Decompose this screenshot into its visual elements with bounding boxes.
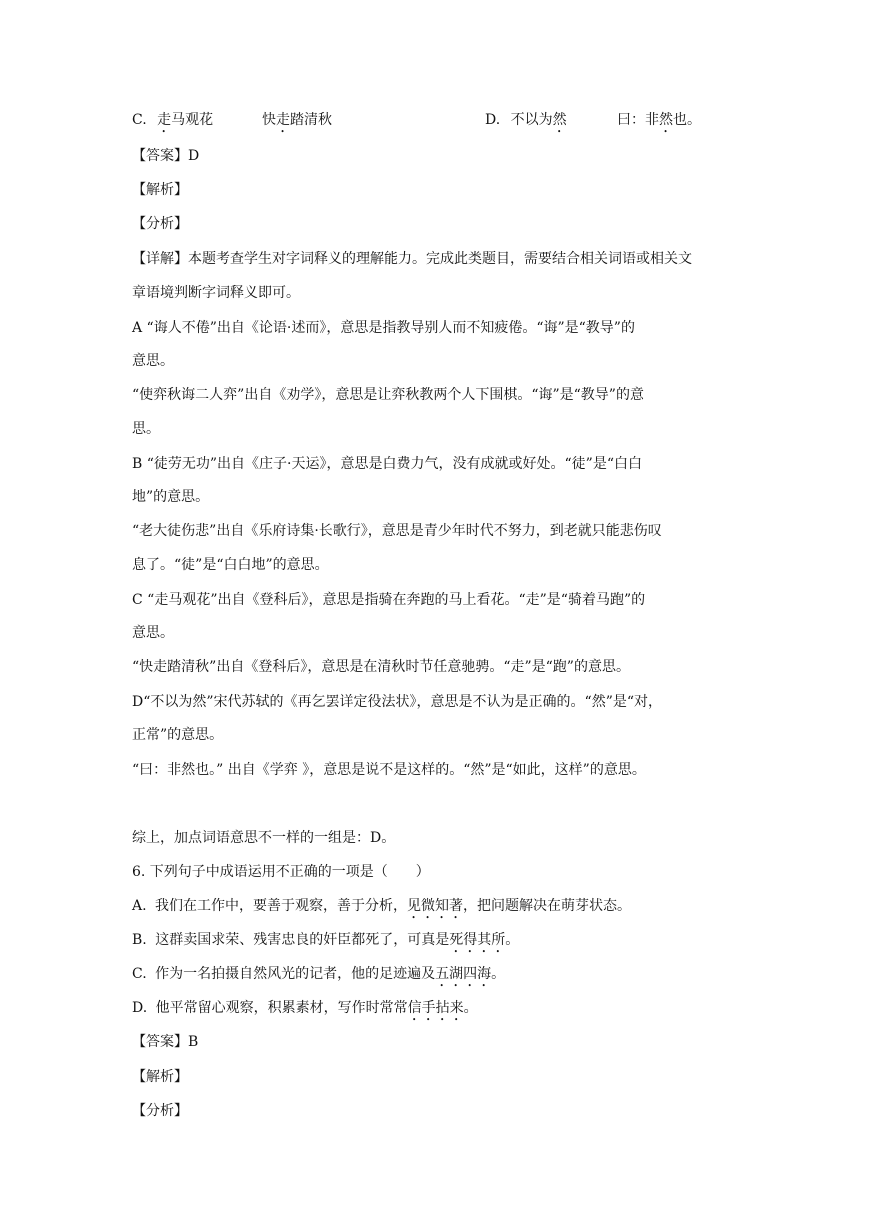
q6-option-b bbox=[132, 930, 519, 956]
q5-option-d-second bbox=[617, 110, 701, 136]
detail-line-2: 章语境判断字词释义即可。 bbox=[132, 285, 300, 301]
explain-c-1: C “走马观花”出自《登科后》，意思是指骑在奔跑的马上看花。“走”是“骑着马跑”的 bbox=[132, 592, 646, 608]
q5-option-d bbox=[485, 110, 567, 136]
fenxi-label: 【分析】 bbox=[132, 216, 188, 232]
word-rest: 马观花 bbox=[171, 112, 214, 128]
option-post: 。 bbox=[463, 1000, 478, 1016]
idiom-dotted: 见微知著 bbox=[407, 898, 464, 914]
option-label: A. bbox=[132, 898, 147, 914]
dotted-char: 然 bbox=[659, 112, 673, 128]
q5-option-c bbox=[132, 110, 213, 136]
q5-option-c-second bbox=[262, 110, 332, 136]
idiom-dotted: 死得其所 bbox=[449, 932, 506, 948]
option-pre: 我们在工作中，要善于观察，善于分析， bbox=[155, 898, 408, 914]
q6-fenxi-label: 【分析】 bbox=[132, 1103, 188, 1119]
explain-a-1: A “诲人不倦”出自《论语·述而》，意思是指教导别人而不知疲倦。“诲”是“教导”的 bbox=[132, 320, 635, 336]
explain-c-3: “快走踏清秋”出自《登科后》，意思是在清秋时节任意驰骋。“走”是“跑”的意思。 bbox=[132, 659, 630, 675]
dotted-char: 走 bbox=[276, 112, 290, 128]
explain-b-2: 地”的意思。 bbox=[132, 489, 210, 505]
option-label: D. bbox=[132, 1000, 148, 1016]
explain-a-4: 思。 bbox=[132, 421, 160, 437]
q6-option-a bbox=[132, 896, 631, 922]
answer-label: 【答案】D bbox=[132, 148, 200, 164]
explain-a-2: 意思。 bbox=[132, 353, 174, 369]
option-label: D. bbox=[485, 112, 501, 128]
explain-b-3: “老大徒伤悲”出自《乐府诗集·长歌行》，意思是青少年时代不努力，到老就只能悲伤叹 bbox=[132, 523, 662, 539]
analysis-label: 【解析】 bbox=[132, 182, 188, 198]
explain-a-3: “使弈秋诲二人弈”出自《劝学》，意思是让弈秋教两个人下围棋。“诲”是“教导”的意 bbox=[132, 387, 644, 403]
option-label: C. bbox=[132, 112, 147, 128]
explain-b-4: 息了。“徒”是“白白地”的意思。 bbox=[132, 557, 329, 573]
word-pre: 快 bbox=[262, 112, 276, 128]
q6-option-c bbox=[132, 964, 505, 990]
dotted-char: 走 bbox=[157, 112, 172, 128]
option-post: 。 bbox=[491, 966, 506, 982]
summary-line: 综上，加点词语意思不一样的一组是：D。 bbox=[132, 830, 396, 846]
explain-c-2: 意思。 bbox=[132, 625, 174, 641]
explain-d-2: 正常”的意思。 bbox=[132, 727, 224, 743]
word-pre: 不以为 bbox=[510, 112, 553, 128]
word-pre: 曰：非 bbox=[617, 112, 659, 128]
idiom-dotted: 五湖四海 bbox=[435, 966, 492, 982]
word-rest: 踏清秋 bbox=[290, 112, 332, 128]
dotted-char: 然 bbox=[552, 112, 567, 128]
option-label: C. bbox=[132, 966, 147, 982]
q6-analysis-label: 【解析】 bbox=[132, 1069, 188, 1085]
option-pre: 他平常留心观察，积累素材，写作时常常 bbox=[155, 1000, 408, 1016]
q6-stem: 6. 下列句子中成语运用不正确的一项是（ ） bbox=[132, 864, 430, 880]
option-post: ，把问题解决在萌芽状态。 bbox=[463, 898, 632, 914]
option-label: B. bbox=[132, 932, 147, 948]
option-pre: 这群卖国求荣、残害忠良的奸臣都死了，可真是 bbox=[155, 932, 450, 948]
option-pre: 作为一名拍摄自然风光的记者，他的足迹遍及 bbox=[155, 966, 436, 982]
explain-b-1: B “徒劳无功”出自《庄子·天运》，意思是白费力气，没有成就或好处。“徒”是“白白 bbox=[132, 456, 642, 472]
idiom-dotted: 信手拈来 bbox=[407, 1000, 464, 1016]
explain-d-1: D“不以为然”宋代苏轼的《再乞罢详定役法状》，意思是不认为是正确的。“然”是“对， bbox=[132, 694, 663, 710]
detail-line-1: 【详解】本题考查学生对字词释义的理解能力。完成此类题目，需要结合相关词语或相关文 bbox=[132, 251, 692, 267]
option-post: 。 bbox=[505, 932, 520, 948]
q6-answer-label: 【答案】B bbox=[132, 1034, 199, 1050]
q6-option-d bbox=[132, 998, 478, 1024]
word-rest: 也。 bbox=[673, 112, 701, 128]
explain-d-3: “曰：非然也。” 出自《学弈 》，意思是说不是这样的。“然”是“如此，这样”的意思。 bbox=[132, 762, 646, 778]
